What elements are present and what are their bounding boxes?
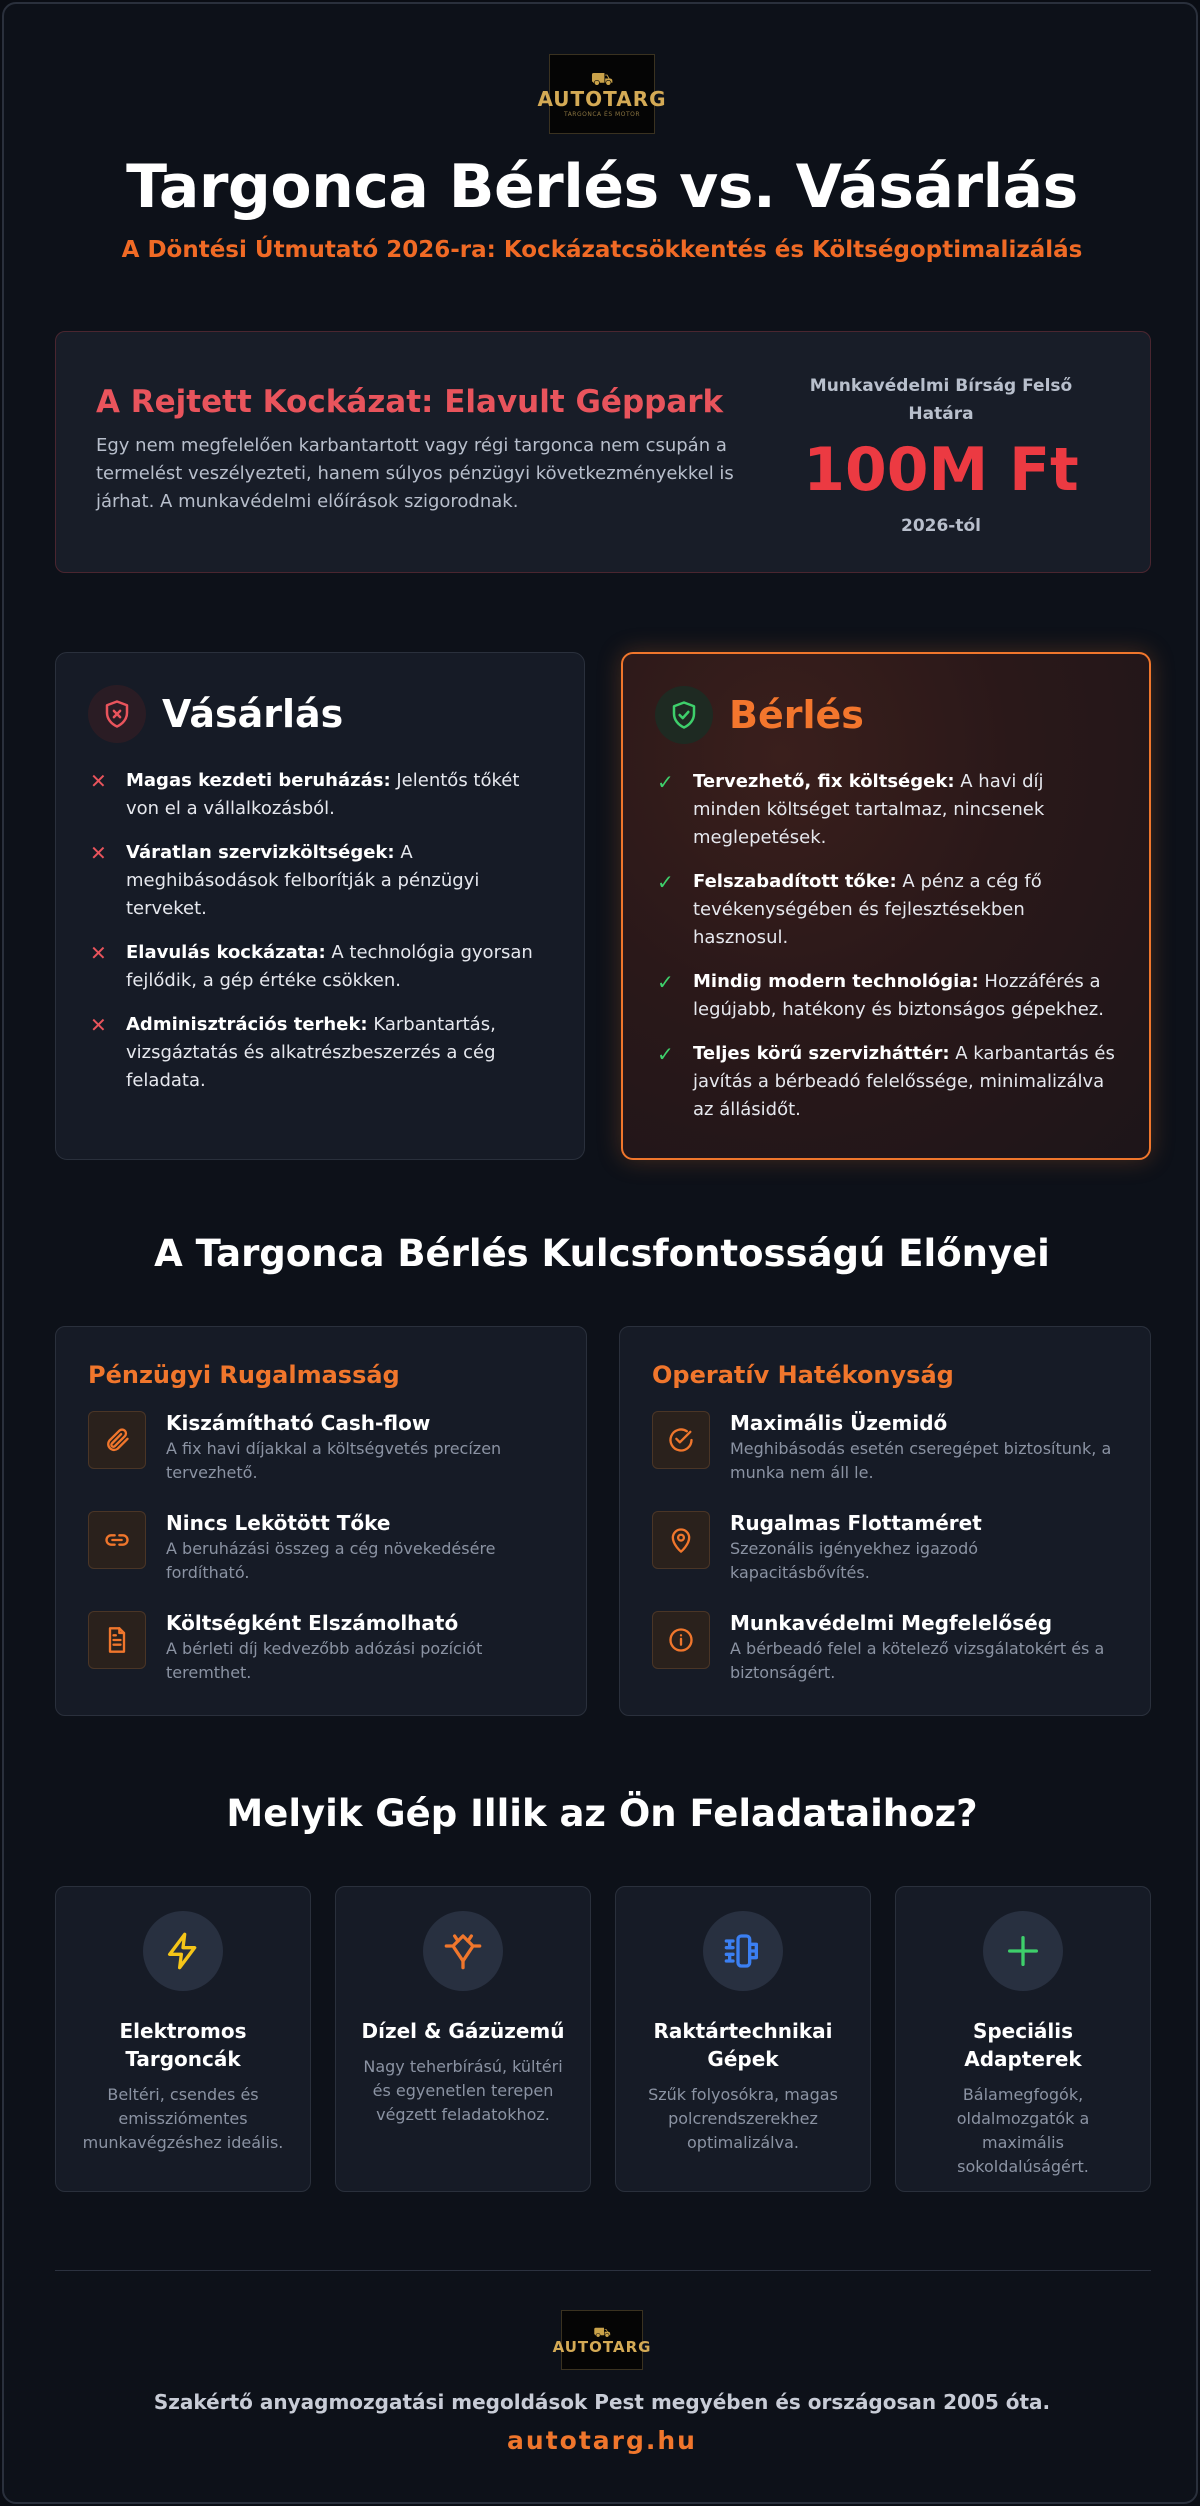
list-item: ✕ Elavulás kockázata: A technológia gyorsan fejlődik, a gép értéke csökken.: [90, 939, 550, 995]
logo-brand-text: AUTOTARG: [537, 86, 667, 111]
fine-since: 2026-tól: [900, 516, 981, 536]
machine-card-electric: [55, 1886, 311, 2192]
footer-website-link[interactable]: autotarg.hu: [507, 2426, 697, 2455]
document-icon: [88, 1611, 146, 1669]
fine-box: [776, 372, 1106, 536]
buy-card: [55, 652, 585, 1160]
list-item: ✓ Felszabadított tőke: A pénz a cég fő tevékenységében és fejlesztésekben hasznosul.: [657, 868, 1117, 952]
autotarg-logo-footer: [552, 2310, 652, 2370]
benefit-item: [88, 1511, 558, 1585]
machine-title: Raktártechnikai Gépek: [653, 2019, 833, 2071]
logo-brand-text: AUTOTARG: [552, 2337, 652, 2356]
check-icon: ✓: [657, 970, 674, 994]
benefit-desc: Szezonális igényekhez igazodó kapacitásbővítés.: [730, 1539, 979, 1582]
benefit-item: [88, 1411, 558, 1485]
benefit-desc: A beruházási összeg a cég növekedésére fordítható.: [166, 1539, 496, 1582]
list-item: ✕ Adminisztrációs terhek: Karbantartás, vizsgáztatás és alkatrészbeszerzés a cég feladata.: [90, 1011, 550, 1095]
list-item: ✓ Tervezhető, fix költségek: A havi díj minden költséget tartalmaz, nincsenek meglepetések.: [657, 768, 1117, 852]
rent-card: [621, 652, 1151, 1160]
forklift-icon: ⛟: [590, 68, 614, 90]
benefit-title: Rugalmas Flottaméret: [730, 1511, 982, 1535]
risk-text: Egy nem megfelelően karbantartott vagy régi targonca nem csupán a termelést veszélyezteti, hanem súlyos pénzügyi következményekkel is járhat. A munkavédelmi előírások szigorodnak.: [96, 435, 734, 512]
risk-heading: A Rejtett Kockázat: Elavult Géppark: [96, 384, 724, 420]
autotarg-logo: [537, 54, 667, 134]
benefit-title: Munkavédelmi Megfelelőség: [730, 1611, 1053, 1635]
benefit-desc: A bérleti díj kedvezőbb adózási pozíciót teremthet.: [166, 1639, 483, 1682]
risk-card: [55, 331, 1151, 573]
page-subtitle: A Döntési Útmutató 2026-ra: Kockázatcsökkentés és Költségoptimalizálás: [121, 237, 1083, 263]
machine-title: Speciális Adapterek: [964, 2019, 1082, 2071]
benefit-title: Költségként Elszámolható: [166, 1611, 459, 1635]
infographic-frame: [2, 2, 1198, 2504]
buy-list: [90, 767, 550, 1111]
footer-divider: [55, 2270, 1151, 2271]
rent-title: Bérlés: [729, 693, 864, 737]
benefits-title: A Targonca Bérlés Kulcsfontosságú Előnyei: [154, 1232, 1050, 1275]
operational-title: Operatív Hatékonyság: [652, 1361, 954, 1389]
fuel-icon: [423, 1911, 503, 1991]
machine-card-diesel: [335, 1886, 591, 2192]
x-icon: ✕: [90, 941, 107, 965]
benefit-item: [652, 1411, 1122, 1485]
shield-check-icon: [655, 686, 713, 744]
warehouse-icon: [703, 1911, 783, 1991]
financial-title: Pénzügyi Rugalmasság: [88, 1361, 400, 1389]
machine-title: Dízel & Gázüzemű: [361, 2019, 565, 2043]
machine-desc: Beltéri, csendes és emissziómentes munkavégzéshez ideális.: [82, 2085, 284, 2152]
forklift-icon: ⛟: [593, 2324, 611, 2341]
footer-text: Szakértő anyagmozgatási megoldások Pest megyében és országosan 2005 óta.: [153, 2390, 1051, 2414]
info-icon: [652, 1611, 710, 1669]
paperclip-icon: [88, 1411, 146, 1469]
benefit-desc: A bérbeadó felel a kötelező vizsgálatokért és a biztonságért.: [730, 1639, 1105, 1682]
link-icon: [88, 1511, 146, 1569]
check-circle-icon: [652, 1411, 710, 1469]
financial-benefits-card: [55, 1326, 587, 1716]
machine-card-warehouse: [615, 1886, 871, 2192]
check-icon: ✓: [657, 1042, 674, 1066]
benefit-title: Nincs Lekötött Tőke: [166, 1511, 391, 1535]
benefit-desc: A fix havi díjakkal a költségvetés precízen tervezhető.: [166, 1439, 502, 1482]
lightning-icon: [143, 1911, 223, 1991]
location-pin-icon: [652, 1511, 710, 1569]
check-icon: ✓: [657, 770, 674, 794]
fine-label: Munkavédelmi Bírság Felső Határa: [809, 376, 1073, 424]
machine-desc: Bálamegfogók, oldalmozgatók a maximális sokoldalúságért.: [956, 2085, 1090, 2176]
benefit-title: Maximális Üzemidő: [730, 1411, 948, 1435]
machines-title: Melyik Gép Illik az Ön Feladataihoz?: [226, 1792, 978, 1835]
list-item: ✓ Mindig modern technológia: Hozzáférés a legújabb, hatékony és biztonságos gépekhez.: [657, 968, 1117, 1024]
machine-card-adapters: [895, 1886, 1151, 2192]
check-icon: ✓: [657, 870, 674, 894]
logo-tagline: TARGONCA ÉS MOTOR: [564, 110, 640, 118]
shield-x-icon: [88, 685, 146, 743]
machine-title: Elektromos Targoncák: [119, 2019, 247, 2071]
benefit-item: [652, 1611, 1122, 1685]
list-item: ✓ Teljes körű szervizháttér: A karbantartás és javítás a bérbeadó felelőssége, minimalizálva az állásidőt.: [657, 1040, 1117, 1124]
plus-icon: [983, 1911, 1063, 1991]
machine-desc: Nagy teherbírású, kültéri és egyenetlen terepen végzett feladatokhoz.: [363, 2057, 563, 2124]
benefit-item: [652, 1511, 1122, 1585]
benefit-item: [88, 1611, 558, 1685]
list-item: ✕ Magas kezdeti beruházás: Jelentős tőkét von el a vállalkozásból.: [90, 767, 550, 823]
buy-title: Vásárlás: [162, 692, 344, 736]
benefit-desc: Meghibásodás esetén cseregépet biztosítunk, a munka nem áll le.: [730, 1439, 1112, 1482]
benefit-title: Kiszámítható Cash-flow: [166, 1411, 431, 1435]
operational-benefits-card: [619, 1326, 1151, 1716]
x-icon: ✕: [90, 1013, 107, 1037]
rent-list: [657, 768, 1117, 1140]
x-icon: ✕: [90, 769, 107, 793]
machine-desc: Szűk folyosókra, magas polcrendszerekhez optimalizálva.: [648, 2085, 838, 2152]
page-title: Targonca Bérlés vs. Vásárlás: [126, 152, 1078, 222]
fine-value: 100M Ft: [803, 435, 1079, 505]
list-item: ✕ Váratlan szervizköltségek: A meghibásodások felborítják a pénzügyi terveket.: [90, 839, 550, 923]
x-icon: ✕: [90, 841, 107, 865]
